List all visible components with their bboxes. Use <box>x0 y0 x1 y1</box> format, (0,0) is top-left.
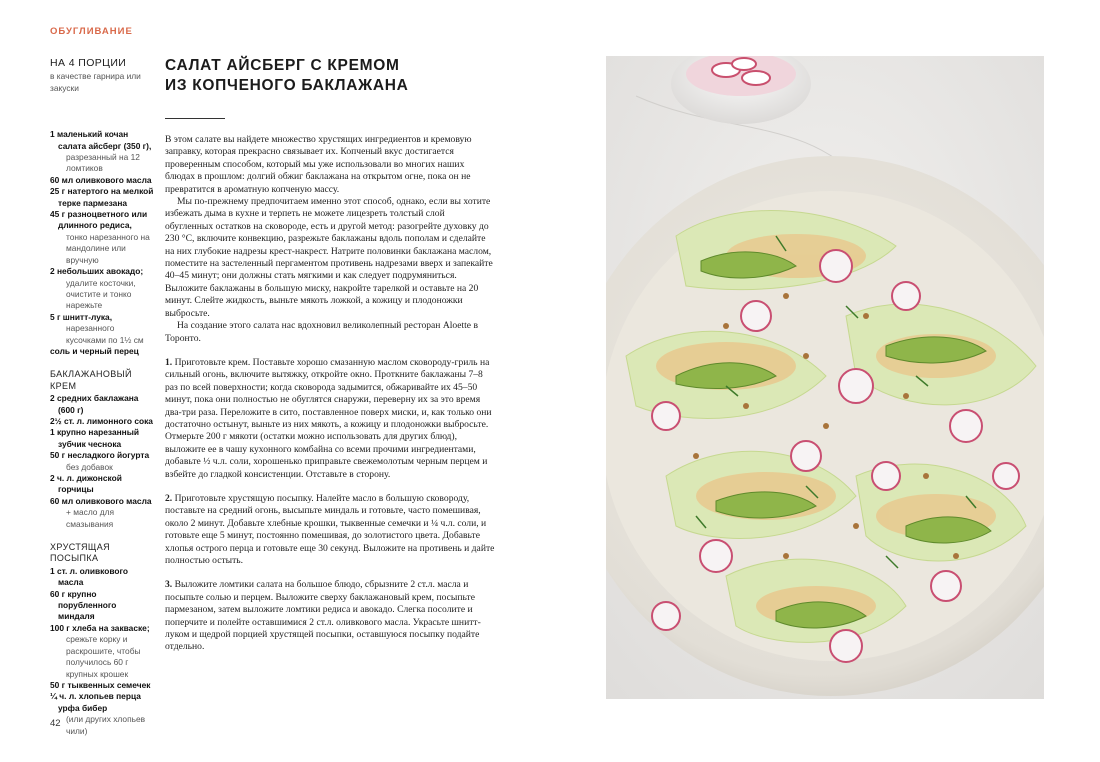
ingredient-item: 2½ ст. л. лимонного сока <box>50 415 153 426</box>
servings-note: в качестве гарнира или закуски <box>50 71 141 93</box>
section-label: ОБУГЛИВАНИЕ <box>50 26 133 37</box>
ingredient-item: 60 мл оливкового масла <box>50 174 152 185</box>
method-step: 1. Приготовьте крем. Поставьте хорошо смазанную маслом сковороду-гриль на сильный огонь, включите вытяжку, откройте окно. Проткните баклажаны 7–8 раз по всей поверхности; когда сковорода задымится, обжаривайте их 45–50 минут, пока они полностью не обуглятся снаружи, переверну их за это время два-три раза. Переложите в сито, поставленное поверх миски, и, как только они достаточно остынут, выньте из них мякоть, а кожицу и плодоножки выбросьте. Отмерьте 200 г мякоти (остатки можно использовать для других блюд), выложите ее в чашу кухонного комбайна со всеми прочими ингредиентами, добавьте ½ ч.л. соли, хорошенько приправьте свежемолотым черным перцем и взбейте до гладкой консистенции. Отставьте в сторону. <box>165 356 492 480</box>
ingredient-item: 2 небольших авокадо; удалите косточки, очистите и тонко нарежьте <box>50 266 144 311</box>
ingredient-item: 1 ст. л. оливкового масла <box>50 565 129 588</box>
ingredient-item: соль и черный перец <box>50 345 139 356</box>
eggplant-cream-title: БАКЛАЖАНОВЫЙ КРЕМ <box>50 369 132 391</box>
intro-paragraph: В этом салате вы найдете множество хрустящих ингредиентов и кремовую заправку, которая прекрасно связывает их. Копченый вкус достигается проверенным способом, который мы уже использовали во многих наших блюдах в прошлом: долгий обжиг баклажана на открытом огне, пока он не превратится в ароматную копченую массу. <box>165 134 472 195</box>
recipe-title-line2: ИЗ КОПЧЕНОГО БАКЛАЖАНА <box>165 77 409 94</box>
ingredient-item: 100 г хлеба на закваске; срежьте корку и раскрошите, чтобы получилось 60 г крупных крошек <box>50 622 150 679</box>
method-steps <box>165 357 495 654</box>
ingredient-item: 2 средних баклажана (600 г) <box>50 393 139 415</box>
ingredient-item: 5 г шнитт-лука, нарезанного кусочками по 1½ см <box>50 311 144 345</box>
main-ingredients <box>50 129 154 357</box>
servings-title: НА 4 ПОРЦИИ <box>50 57 127 69</box>
ingredient-item: 60 мл оливкового масла + масло для смазывания <box>50 495 152 529</box>
salad-photo <box>606 56 1044 699</box>
ingredient-item: 45 г разноцветного или длинного редиса, тонко нарезанного на мандолине или вручную <box>50 209 150 265</box>
title-divider <box>165 118 225 119</box>
page-number: 42 <box>50 718 61 729</box>
ingredient-item: 50 г тыквенных семечек <box>50 679 151 690</box>
recipe-title <box>165 56 495 96</box>
ingredient-item: 2 ч. л. дижонской горчицы <box>50 473 122 495</box>
ingredient-item: 60 г крупно порубленного миндаля <box>50 588 117 622</box>
recipe-body <box>165 134 495 666</box>
eggplant-cream-group <box>50 369 154 530</box>
ingredient-item: 50 г несладкого йогурта без добавок <box>50 450 150 472</box>
method-step: 2. Приготовьте хрустящую посыпку. Налейте масло в большую сковороду, поставьте на средний огонь, высыпьте миндаль и готовьте, часто помешивая, около 2 минут. Добавьте хлебные крошки, тыквенные семечки и ¼ ч.л. соли, и готовьте еще 5 минут, постоянно помешивая, до золотистого цвета. Добавьте хлопья острого перца и готовьте еще 30 секунд. Выложите на противень и дайте полностью остыть. <box>165 492 495 566</box>
intro-paragraph: Мы по-прежнему предпочитаем именно этот способ, однако, если вы хотите избежать дыма в кухне и терпеть не можете лицезреть толстый слой обугленных остатков на сковороде, есть и другой метод: разогрейте духовку до 230 °С, включите конвекцию, разрежьте баклажаны вдоль пополам и сделайте на них глубокие надрезы крест-накрест. Натрите половинки баклажана маслом, поместите на застеленный пергаментом противень надрезами вверх и запекайте 40–45 минут; они должны стать мягкими и как следует подрумяниться. Выложите баклажаны в большую миску, накройте тарелкой и оставьте на 20 минут. Слейте жидкость, выньте мякоть ложкой, а кожицу и плодоножки выбросьте. <box>165 196 493 319</box>
method-step: 3. Выложите ломтики салата на большое блюдо, сбрызните 2 ст.л. масла и посыпьте солью и перцем. Выложите сверху баклажановый крем, посыпьте пармезаном, затем выложите ломтики редиса и авокадо. Слегка посолите и поперчите и полейте оставшимися 2 ст.л. оливкового масла. Украсьте шнитт-луком и щедрой порцией хрустящей посыпки, оставшуюся посыпку подайте отдельно. <box>165 579 481 653</box>
crunchy-topping-title: ХРУСТЯЩАЯ ПОСЫПКА <box>50 542 111 564</box>
ingredients-sidebar <box>50 58 154 737</box>
ingredient-item: 1 крупно нарезанный зубчик чеснока <box>50 427 140 449</box>
ingredient-item: ¼ ч. л. хлопьев перца урфа бибер (или других хлопьев чили) <box>50 691 146 736</box>
ingredient-item: 25 г натертого на мелкой терке пармезана <box>50 186 154 208</box>
intro-paragraph: На создание этого салата нас вдохновил великолепный ресторан Aloette в Торонто. <box>165 320 478 344</box>
ingredient-item: 1 маленький кочан салата айсберг (350 г), разрезанный на 12 ломтиков <box>50 129 152 174</box>
recipe-title-block <box>165 56 495 119</box>
crunchy-topping-group <box>50 542 154 737</box>
recipe-title-line1: САЛАТ АЙСБЕРГ С КРЕМОМ <box>165 57 400 74</box>
